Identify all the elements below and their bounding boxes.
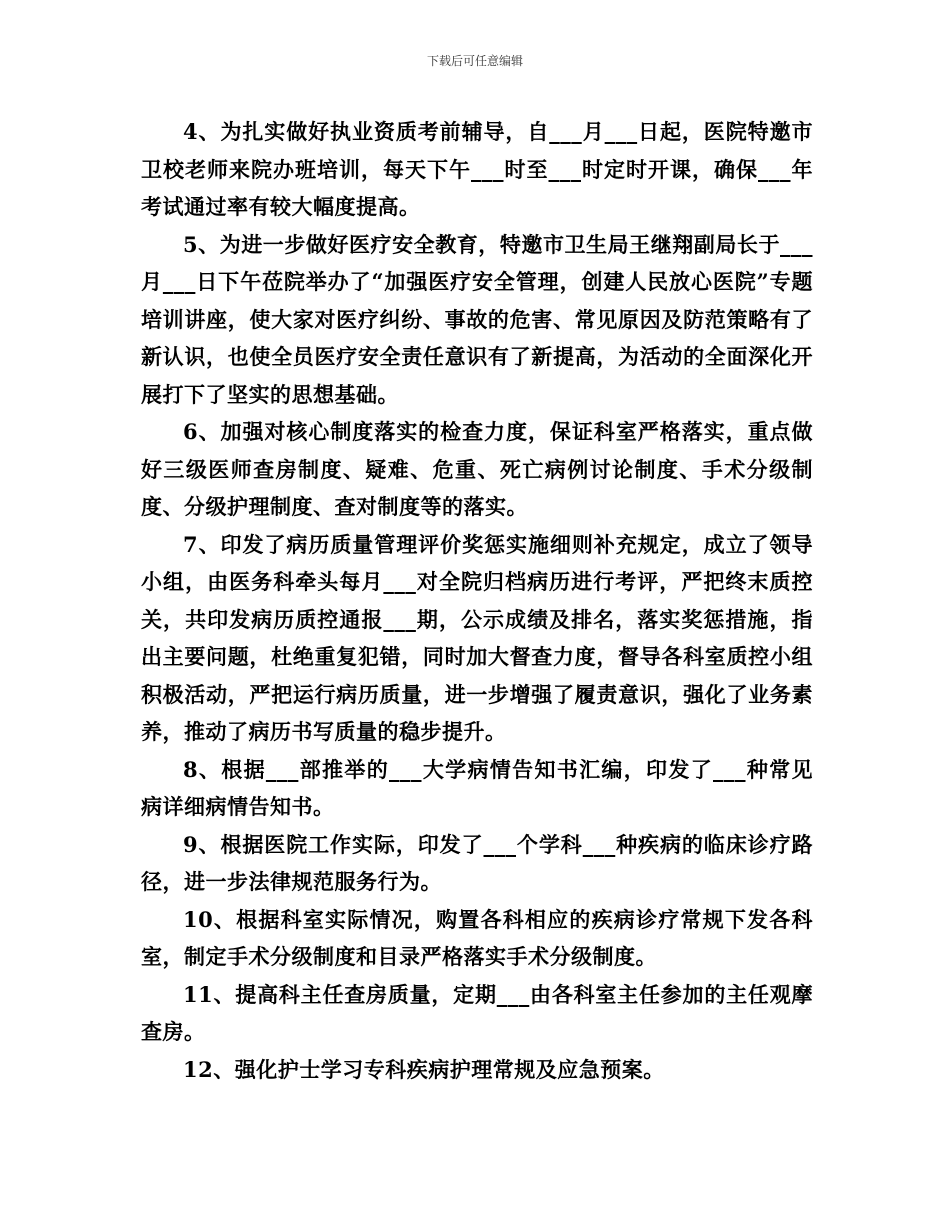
paragraph-item-5: 5、为进一步做好医疗安全教育，特邀市卫生局王继翔副局长于___月___日下午莅院举办了“加强医疗安全管理，创建人民放心医院”专题培训讲座，使大家对医疗纠纷、事故的危害、常见原因及防范策略有了新认识，也使全员医疗安全责任意识有了新提高，为活动的全面深化开展打下了坚实的思想基础。	[141, 231, 813, 407]
paragraph-item-8: 8、根据___部推举的___大学病情告知书汇编，印发了___种常见病详细病情告知书。	[141, 756, 813, 819]
paragraph-item-9: 9、根据医院工作实际，印发了___个学科___种疾病的临床诊疗路径，进一步法律规范服务行为。	[141, 831, 813, 894]
paragraph-item-4: 4、为扎实做好执业资质考前辅导，自___月___日起，医院特邀市卫校老师来院办班培训，每天下午___时至___时定时开课，确保___年考试通过率有较大幅度提高。	[141, 119, 813, 219]
paragraph-item-6: 6、加强对核心制度落实的检查力度，保证科室严格落实，重点做好三级医师查房制度、疑难、危重、死亡病例讨论制度、手术分级制度、分级护理制度、查对制度等的落实。	[141, 419, 813, 519]
page-header: 下载后可任意编辑	[426, 54, 523, 68]
paragraph-item-12: 12、强化护士学习专科疾病护理常规及应急预案。	[183, 1056, 665, 1082]
paragraph-item-10: 10、根据科室实际情况，购置各科相应的疾病诊疗常规下发各科室，制定手术分级制度和目录严格落实手术分级制度。	[141, 906, 813, 969]
paragraph-item-11: 11、提高科主任查房质量，定期___由各科室主任参加的主任观摩查房。	[141, 981, 813, 1044]
paragraph-item-7: 7、印发了病历质量管理评价奖惩实施细则补充规定，成立了领导小组，由医务科牵头每月___对全院归档病历进行考评，严把终末质控关，共印发病历质控通报___期，公示成绩及排名，落实奖惩措施，指出主要问题，杜绝重复犯错，同时加大督查力度，督导各科室质控小组积极活动，严把运行病历质量，进一步增强了履责意识，强化了业务素养，推动了病历书写质量的稳步提升。	[141, 531, 813, 744]
document-body	[141, 113, 813, 1088]
